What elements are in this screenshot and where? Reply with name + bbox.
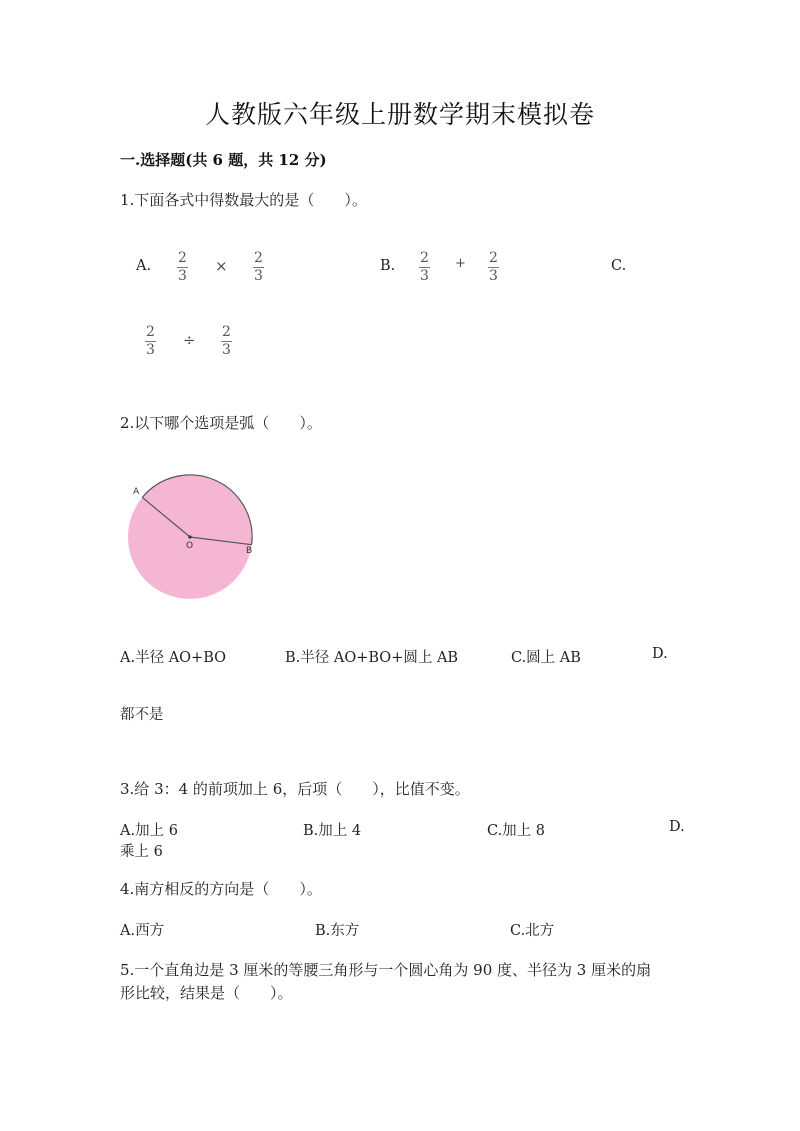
- label-a: A: [133, 487, 140, 497]
- numerator: 2: [178, 250, 187, 266]
- question-5-stem-line-1: 5.一个直角边是 3 厘米的等腰三角形与一个圆心角为 90 度、半径为 3 厘米的扇: [120, 961, 652, 979]
- numerator: 2: [489, 250, 498, 266]
- q1-option-b-fraction-1: [419, 251, 430, 284]
- page-title: 人教版六年级上册数学期末模拟卷: [204, 100, 595, 129]
- q1-option-c-fraction-1: [145, 325, 156, 358]
- q2-option-a: A.半径 AO+BO: [120, 650, 227, 666]
- divide-sign: ÷: [183, 331, 196, 349]
- q1-option-b-fraction-2: [488, 251, 499, 284]
- denominator: 3: [489, 268, 498, 284]
- multiply-sign: ×: [215, 257, 228, 275]
- question-1-stem: 1.下面各式中得数最大的是（ ）。: [120, 191, 367, 209]
- q1-option-a-label: A.: [136, 258, 152, 274]
- q2-option-c: C.圆上 AB: [511, 650, 581, 666]
- q4-option-a: A.西方: [120, 923, 165, 939]
- numerator: 2: [222, 324, 231, 340]
- denominator: 3: [254, 268, 263, 284]
- section-heading: 一.选择题(共 6 题，共 12 分): [120, 151, 327, 169]
- q3-option-a: A.加上 6: [120, 823, 178, 839]
- denominator: 3: [420, 268, 429, 284]
- q4-option-b: B.东方: [315, 923, 360, 939]
- q3-option-c: C.加上 8: [487, 823, 546, 839]
- label-o: O: [186, 541, 194, 551]
- denominator: 3: [146, 342, 155, 358]
- q1-option-c-fraction-2: [221, 325, 232, 358]
- q1-option-c-label: C.: [611, 258, 627, 274]
- q1-option-a-fraction-2: [253, 251, 264, 284]
- denominator: 3: [222, 342, 231, 358]
- denominator: 3: [178, 268, 187, 284]
- q1-option-b-label: B.: [380, 258, 396, 274]
- q1-option-a-fraction-1: [177, 251, 188, 284]
- label-b: B: [246, 546, 253, 556]
- q2-option-d-label: D.: [652, 646, 668, 662]
- numerator: 2: [254, 250, 263, 266]
- numerator: 2: [146, 324, 155, 340]
- plus-sign: +: [455, 256, 466, 271]
- numerator: 2: [420, 250, 429, 266]
- question-4-stem: 4.南方相反的方向是（ ）。: [120, 880, 322, 898]
- q2-option-d-text: 都不是: [120, 707, 164, 723]
- q2-option-b: B.半径 AO+BO+圆上 AB: [285, 650, 459, 666]
- question-3-stem: 3.给 3：4 的前项加上 6，后项（ ），比值不变。: [120, 780, 470, 798]
- circle-sector-figure: [120, 470, 270, 605]
- q3-option-d-label: D.: [669, 819, 685, 835]
- q3-option-d-text: 乘上 6: [120, 844, 163, 860]
- q3-option-b: B.加上 4: [303, 823, 362, 839]
- center-point: [188, 535, 191, 538]
- question-5-stem-line-2: 形比较，结果是（ ）。: [120, 984, 293, 1002]
- question-2-stem: 2.以下哪个选项是弧（ ）。: [120, 414, 322, 432]
- q4-option-c: C.北方: [510, 923, 555, 939]
